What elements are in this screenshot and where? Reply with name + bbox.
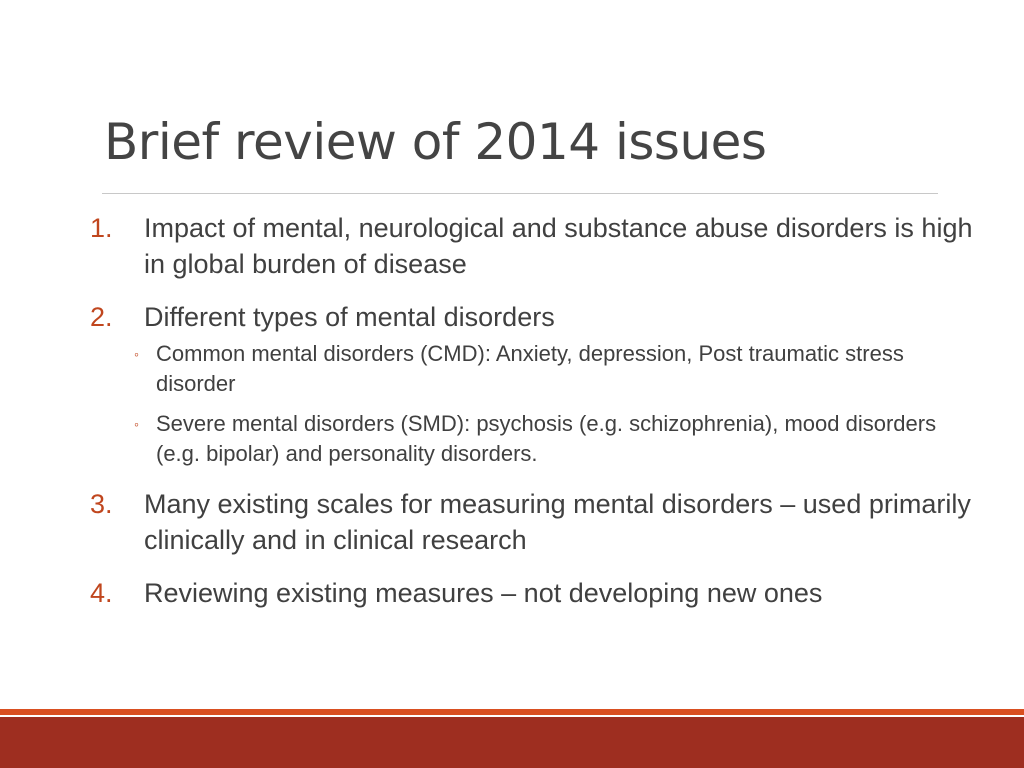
list-number: 3.	[90, 489, 113, 519]
list-item-text: Impact of mental, neurological and substance abuse disorders is high in global burden of disease	[144, 213, 973, 279]
list-item-text: Different types of mental disorders	[144, 302, 555, 332]
list-item-4	[90, 575, 980, 611]
sub-list-item-text: Severe mental disorders (SMD): psychosis (e.g. schizophrenia), mood disorders (e.g. bipolar) and personality disorders.	[156, 411, 937, 466]
title-divider	[102, 193, 938, 194]
sub-list-item-text: Common mental disorders (CMD): Anxiety, depression, Post traumatic stress disorder	[156, 341, 904, 396]
list-number: 2.	[90, 302, 113, 332]
list-item-3	[90, 486, 980, 558]
list-number: 1.	[90, 213, 113, 243]
numbered-list	[90, 210, 980, 611]
footer-band	[0, 717, 1024, 768]
list-item-text: Reviewing existing measures – not developing new ones	[144, 578, 823, 608]
sub-list-item	[134, 409, 980, 469]
slide-title: Brief review of 2014 issues	[104, 113, 767, 171]
list-number: 4.	[90, 578, 113, 608]
circle-bullet-icon: ◦	[134, 346, 139, 362]
sub-list	[134, 339, 980, 469]
list-item-text: Many existing scales for measuring mental disorders – used primarily clinically and in clinical research	[144, 489, 971, 555]
list-item-1	[90, 210, 980, 282]
footer-accent-band	[0, 709, 1024, 715]
circle-bullet-icon: ◦	[134, 416, 139, 432]
sub-list-item	[134, 339, 980, 399]
list-item-2	[90, 299, 980, 469]
